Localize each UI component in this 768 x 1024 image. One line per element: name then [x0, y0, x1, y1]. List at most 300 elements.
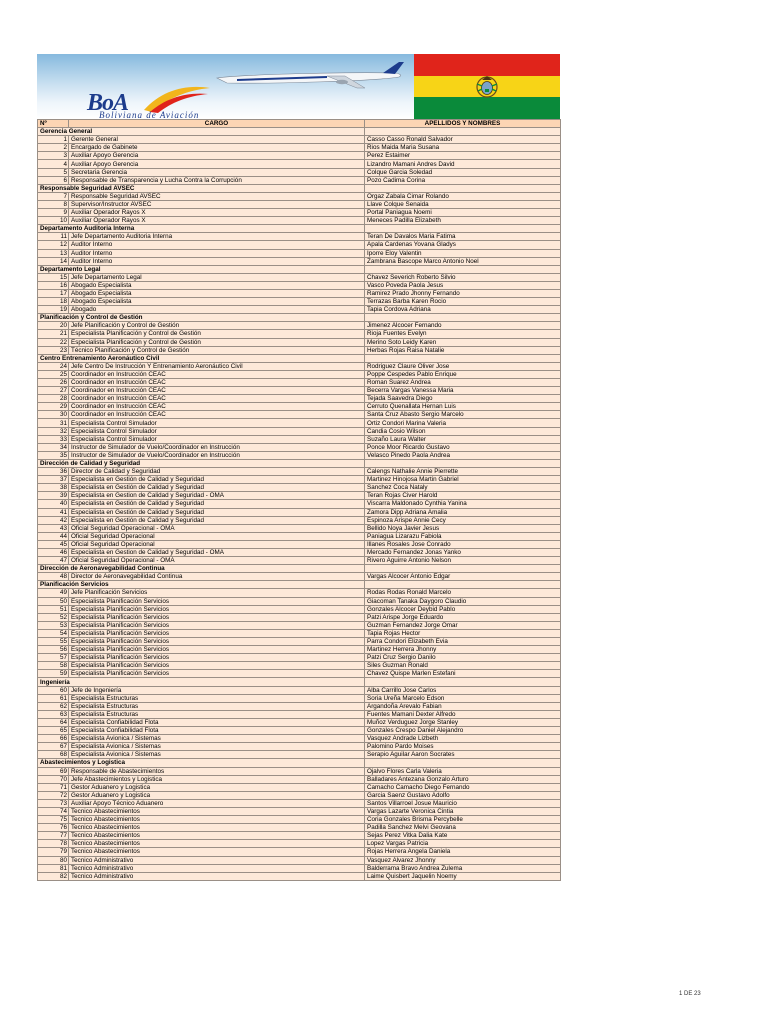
- row-number: 25: [38, 370, 69, 378]
- table-row: [38, 840, 561, 848]
- row-number: 49: [38, 589, 69, 597]
- row-number: 36: [38, 468, 69, 476]
- cargo-cell: Gestor Aduanero y Logistica: [69, 791, 365, 799]
- name-cell: Palomino Pardo Moises: [365, 743, 561, 751]
- row-number: 43: [38, 524, 69, 532]
- cargo-cell: Especialista en Gestión de Calidad y Seguridad: [69, 516, 365, 524]
- coat-of-arms-icon: [474, 74, 500, 100]
- name-cell: Vasco Poveda Paola Jesus: [365, 281, 561, 289]
- table-row: [38, 500, 561, 508]
- cargo-cell: Abogado Especialista: [69, 298, 365, 306]
- cargo-cell: Especialista Avionica / Sistemas: [69, 751, 365, 759]
- cargo-cell: Director de Aeronavegabilidad Continua: [69, 573, 365, 581]
- name-cell: Teran Rojas Civer Harold: [365, 492, 561, 500]
- cargo-cell: Responsable Seguridad AVSEC: [69, 192, 365, 200]
- name-cell: Giacoman Tanaka Daygoro Claudio: [365, 597, 561, 605]
- table-row: [38, 476, 561, 484]
- cargo-cell: Especialista Avionica / Sistemas: [69, 735, 365, 743]
- table-row: [38, 670, 561, 678]
- row-number: 40: [38, 500, 69, 508]
- cargo-cell: Tecnico Abastecimientos: [69, 816, 365, 824]
- cargo-cell: Especialista Planificación Servicios: [69, 662, 365, 670]
- cargo-cell: Especialista Planificación y Control de Gestión: [69, 330, 365, 338]
- row-number: 56: [38, 646, 69, 654]
- name-cell: Chavez Severich Roberto Silvio: [365, 273, 561, 281]
- cargo-cell: Especialista Planificación Servicios: [69, 629, 365, 637]
- section-row: [38, 265, 561, 273]
- section-empty-cell: [365, 128, 561, 136]
- row-number: 19: [38, 306, 69, 314]
- table-row: [38, 209, 561, 217]
- name-cell: Balderrama Bravo Andrea Zulema: [365, 864, 561, 872]
- row-number: 29: [38, 403, 69, 411]
- name-cell: Chavez Quispe Marlen Estefani: [365, 670, 561, 678]
- row-number: 81: [38, 864, 69, 872]
- cargo-cell: Jefe Departamento Legal: [69, 273, 365, 281]
- row-number: 65: [38, 727, 69, 735]
- name-cell: Fuentes Mamani Dexter Alfredo: [365, 710, 561, 718]
- row-number: 11: [38, 233, 69, 241]
- cargo-cell: Abogado Especialista: [69, 281, 365, 289]
- cargo-cell: Especialista en Gestión de Calidad y Seguridad: [69, 500, 365, 508]
- row-number: 14: [38, 257, 69, 265]
- cargo-cell: Especialista Planificación Servicios: [69, 646, 365, 654]
- cargo-cell: Tecnico Abastecimientos: [69, 848, 365, 856]
- row-number: 80: [38, 856, 69, 864]
- section-row: [38, 459, 561, 467]
- table-row: [38, 816, 561, 824]
- row-number: 15: [38, 273, 69, 281]
- section-empty-cell: [365, 678, 561, 686]
- name-cell: Candia Cosio Wilson: [365, 427, 561, 435]
- name-cell: Rojas Herrera Angela Daniela: [365, 848, 561, 856]
- name-cell: Coria Gonzales Brisma Percybelle: [365, 816, 561, 824]
- cargo-cell: Abogado: [69, 306, 365, 314]
- table-row: [38, 832, 561, 840]
- column-header-nombres: APELLIDOS Y NOMBRES: [365, 120, 561, 128]
- row-number: 8: [38, 200, 69, 208]
- table-row: [38, 557, 561, 565]
- cargo-cell: Especialista Avionica / Sistemas: [69, 743, 365, 751]
- row-number: 79: [38, 848, 69, 856]
- section-label: Abastecimientos y Logistica: [38, 759, 365, 767]
- table-row: [38, 492, 561, 500]
- row-number: 51: [38, 605, 69, 613]
- cargo-cell: Supervisor/Instructor AVSEC: [69, 200, 365, 208]
- name-cell: Viscarra Maldonado Cynthia Yanina: [365, 500, 561, 508]
- name-cell: Casso Casso Ronald Salvador: [365, 136, 561, 144]
- header-banner: [37, 54, 560, 119]
- table-row: [38, 144, 561, 152]
- section-empty-cell: [365, 581, 561, 589]
- name-cell: Soria Ureña Marcelo Edson: [365, 694, 561, 702]
- name-cell: Mercado Fernandez Jonas Yanko: [365, 548, 561, 556]
- section-label: Departamento Auditoria Interna: [38, 225, 365, 233]
- section-empty-cell: [365, 184, 561, 192]
- table-row: [38, 370, 561, 378]
- name-cell: Poppe Cespedes Pablo Enrique: [365, 370, 561, 378]
- cargo-cell: Jefe Planificación Servicios: [69, 589, 365, 597]
- name-cell: Lopez Vargas Patricia: [365, 840, 561, 848]
- cargo-cell: Especialista Planificación y Control de Gestión: [69, 338, 365, 346]
- table-row: [38, 233, 561, 241]
- row-number: 16: [38, 281, 69, 289]
- cargo-cell: Jefe Planificación y Control de Gestión: [69, 322, 365, 330]
- name-cell: Apala Cardenas Yovana Gladys: [365, 241, 561, 249]
- name-cell: Zambrana Bascope Marco Antonio Noel: [365, 257, 561, 265]
- table-row: [38, 824, 561, 832]
- cargo-cell: Especialista Estructuras: [69, 694, 365, 702]
- row-number: 39: [38, 492, 69, 500]
- airplane-icon: [207, 62, 407, 92]
- row-number: 82: [38, 872, 69, 880]
- name-cell: Llave Colque Senaida: [365, 200, 561, 208]
- name-cell: Illanes Rosales Jose Conrado: [365, 540, 561, 548]
- cargo-cell: Jefe Centro De Instrucción Y Entrenamiento Aeronáutico Civil: [69, 362, 365, 370]
- cargo-cell: Especialista Control Simulador: [69, 419, 365, 427]
- row-number: 67: [38, 743, 69, 751]
- name-cell: Jimenez Alcocer Fernando: [365, 322, 561, 330]
- cargo-cell: Auditor Interno: [69, 249, 365, 257]
- cargo-cell: Coordinador en Instrucción CEAC: [69, 395, 365, 403]
- section-empty-cell: [365, 225, 561, 233]
- row-number: 13: [38, 249, 69, 257]
- name-cell: Tapia Rojas Hector: [365, 629, 561, 637]
- name-cell: Perez Estaimer: [365, 152, 561, 160]
- row-number: 45: [38, 540, 69, 548]
- cargo-cell: Coordinador en Instrucción CEAC: [69, 370, 365, 378]
- cargo-cell: Coordinador en Instrucción CEAC: [69, 411, 365, 419]
- cargo-cell: Jefe Abastecimientos y Logistica: [69, 775, 365, 783]
- row-number: 47: [38, 557, 69, 565]
- cargo-cell: Coordinador en Instrucción CEAC: [69, 379, 365, 387]
- name-cell: Garcia Saenz Gustavo Adolfo: [365, 791, 561, 799]
- name-cell: Colque Garcia Soledad: [365, 168, 561, 176]
- section-label: Planificación Servicios: [38, 581, 365, 589]
- section-empty-cell: [365, 759, 561, 767]
- cargo-cell: Auxiliar Apoyo Gerencia: [69, 152, 365, 160]
- cargo-cell: Oficial Seguridad Operacional: [69, 532, 365, 540]
- name-cell: Ortiz Condori Marina Valeria: [365, 419, 561, 427]
- table-row: [38, 516, 561, 524]
- name-cell: Gonzales Crespo Daniel Alejandro: [365, 727, 561, 735]
- table-row: [38, 379, 561, 387]
- name-cell: Meneces Padilla Elizabeth: [365, 217, 561, 225]
- name-cell: Suzaño Laura Walter: [365, 435, 561, 443]
- table-header-row: [38, 120, 561, 128]
- table-row: [38, 727, 561, 735]
- row-number: 61: [38, 694, 69, 702]
- cargo-cell: Tecnico Abastecimientos: [69, 840, 365, 848]
- section-empty-cell: [365, 565, 561, 573]
- table-row: [38, 257, 561, 265]
- table-row: [38, 419, 561, 427]
- table-row: [38, 200, 561, 208]
- cargo-cell: Instructor de Simulador de Vuelo/Coordinador en Instrucción: [69, 451, 365, 459]
- table-row: [38, 573, 561, 581]
- cargo-cell: Tecnico Abastecimientos: [69, 824, 365, 832]
- section-row: [38, 354, 561, 362]
- row-number: 53: [38, 621, 69, 629]
- name-cell: Vargas Lazarte Veronica Cintia: [365, 807, 561, 815]
- cargo-cell: Auditor Interno: [69, 257, 365, 265]
- table-row: [38, 192, 561, 200]
- cargo-cell: Tecnico Abastecimientos: [69, 832, 365, 840]
- name-cell: Rios Maida Maria Susana: [365, 144, 561, 152]
- table-row: [38, 160, 561, 168]
- table-row: [38, 443, 561, 451]
- cargo-cell: Auxiliar Operador Rayos X: [69, 217, 365, 225]
- cargo-cell: Especialista en Gestión de Calidad y Seguridad: [69, 476, 365, 484]
- row-number: 73: [38, 799, 69, 807]
- table-row: [38, 791, 561, 799]
- section-empty-cell: [365, 459, 561, 467]
- cargo-cell: Gerente General: [69, 136, 365, 144]
- name-cell: Ojalvo Flores Carla Valeria: [365, 767, 561, 775]
- section-empty-cell: [365, 354, 561, 362]
- table-row: [38, 638, 561, 646]
- table-row: [38, 289, 561, 297]
- cargo-cell: Auxiliar Apoyo Gerencia: [69, 160, 365, 168]
- section-label: Planificación y Control de Gestión: [38, 314, 365, 322]
- cargo-cell: Secretaria Gerencia: [69, 168, 365, 176]
- row-number: 34: [38, 443, 69, 451]
- section-label: Centro Entrenamiento Aeronáutico Civil: [38, 354, 365, 362]
- name-cell: Muñoz Verduguez Jorge Stanley: [365, 718, 561, 726]
- table-row: [38, 346, 561, 354]
- section-row: [38, 225, 561, 233]
- row-number: 54: [38, 629, 69, 637]
- cargo-cell: Oficial Seguridad Operacional - OMA: [69, 557, 365, 565]
- row-number: 18: [38, 298, 69, 306]
- table-row: [38, 524, 561, 532]
- name-cell: Rodriguez Claure Oliver Jose: [365, 362, 561, 370]
- row-number: 58: [38, 662, 69, 670]
- section-row: [38, 128, 561, 136]
- name-cell: Vasquez Alvarez Jhonny: [365, 856, 561, 864]
- logo-text: BoA: [87, 90, 129, 116]
- cargo-cell: Especialista Planificación Servicios: [69, 654, 365, 662]
- cargo-cell: Especialista Estructuras: [69, 710, 365, 718]
- name-cell: Merino Soto Leidy Karen: [365, 338, 561, 346]
- row-number: 46: [38, 548, 69, 556]
- name-cell: Patzi Cruz Sergio Danilo: [365, 654, 561, 662]
- name-cell: Teran De Davalos Maria Fatima: [365, 233, 561, 241]
- row-number: 22: [38, 338, 69, 346]
- name-cell: Herbas Rojas Raisa Natalie: [365, 346, 561, 354]
- cargo-cell: Especialista Confiabilidad Flota: [69, 718, 365, 726]
- name-cell: Padilla Sanchez Melvi Geovana: [365, 824, 561, 832]
- name-cell: Becerra Vargas Vanessa Maria: [365, 387, 561, 395]
- row-number: 62: [38, 702, 69, 710]
- row-number: 68: [38, 751, 69, 759]
- name-cell: Ponce Moor Ricardo Gustavo: [365, 443, 561, 451]
- table-row: [38, 605, 561, 613]
- table-row: [38, 540, 561, 548]
- row-number: 21: [38, 330, 69, 338]
- column-header-no: Nº: [38, 120, 69, 128]
- cargo-cell: Jefe de Ingeniería: [69, 686, 365, 694]
- table-row: [38, 662, 561, 670]
- name-cell: Siles Guzman Ronald: [365, 662, 561, 670]
- table-row: [38, 298, 561, 306]
- section-row: [38, 678, 561, 686]
- table-row: [38, 427, 561, 435]
- table-row: [38, 710, 561, 718]
- section-row: [38, 581, 561, 589]
- cargo-cell: Especialista Control Simulador: [69, 427, 365, 435]
- name-cell: Iporre Eloy Valentin: [365, 249, 561, 257]
- name-cell: Guzman Fernandez Jorge Omar: [365, 621, 561, 629]
- name-cell: Terrazas Barba Karen Rocio: [365, 298, 561, 306]
- table-row: [38, 743, 561, 751]
- name-cell: Roman Suarez Andrea: [365, 379, 561, 387]
- cargo-cell: Coordinador en Instrucción CEAC: [69, 403, 365, 411]
- row-number: 2: [38, 144, 69, 152]
- table-row: [38, 387, 561, 395]
- row-number: 69: [38, 767, 69, 775]
- section-label: Dirección de Aeronavegabilidad Continua: [38, 565, 365, 573]
- section-empty-cell: [365, 265, 561, 273]
- name-cell: Vargas Alcocer Antonio Edgar: [365, 573, 561, 581]
- table-row: [38, 686, 561, 694]
- cargo-cell: Coordinador en Instrucción CEAC: [69, 387, 365, 395]
- cargo-cell: Especialista en Gestión de Calidad y Seguridad: [69, 484, 365, 492]
- row-number: 44: [38, 532, 69, 540]
- table-row: [38, 702, 561, 710]
- page-number: 1 DE 23: [679, 991, 701, 997]
- row-number: 28: [38, 395, 69, 403]
- table-row: [38, 621, 561, 629]
- name-cell: Tejada Saavedra Diego: [365, 395, 561, 403]
- name-cell: Velasco Pinedo Paola Andrea: [365, 451, 561, 459]
- table-row: [38, 532, 561, 540]
- table-row: [38, 807, 561, 815]
- table-row: [38, 152, 561, 160]
- table-row: [38, 176, 561, 184]
- name-cell: Ramirez Prado Jhonny Fernando: [365, 289, 561, 297]
- table-row: [38, 856, 561, 864]
- table-body: [38, 128, 561, 881]
- name-cell: Balladares Antezana Gonzalo Arturo: [365, 775, 561, 783]
- table-row: [38, 799, 561, 807]
- cargo-cell: Oficial Seguridad Operacional - OMA: [69, 524, 365, 532]
- cargo-cell: Especialista en Gestion de Calidad y Seguridad - OMA: [69, 548, 365, 556]
- row-number: 7: [38, 192, 69, 200]
- row-number: 23: [38, 346, 69, 354]
- column-header-cargo: CARGO: [69, 120, 365, 128]
- cargo-cell: Auxiliar Operador Rayos X: [69, 209, 365, 217]
- row-number: 50: [38, 597, 69, 605]
- cargo-cell: Especialista Planificación Servicios: [69, 621, 365, 629]
- table-row: [38, 767, 561, 775]
- table-row: [38, 654, 561, 662]
- name-cell: Calengs Nathalie Annie Pierrette: [365, 468, 561, 476]
- row-number: 76: [38, 824, 69, 832]
- row-number: 10: [38, 217, 69, 225]
- row-number: 41: [38, 508, 69, 516]
- row-number: 6: [38, 176, 69, 184]
- cargo-cell: Gestor Aduanero y Logistica: [69, 783, 365, 791]
- table-row: [38, 589, 561, 597]
- table-row: [38, 338, 561, 346]
- cargo-cell: Especialista Planificación Servicios: [69, 613, 365, 621]
- cargo-cell: Especialista en Gestión de Calidad y Seguridad: [69, 508, 365, 516]
- section-row: [38, 759, 561, 767]
- cargo-cell: Tecnico Abastecimientos: [69, 807, 365, 815]
- row-number: 24: [38, 362, 69, 370]
- section-label: Gerencia General: [38, 128, 365, 136]
- name-cell: Gonzales Alcocer Deybid Pablo: [365, 605, 561, 613]
- cargo-cell: Especialista en Gestion de Calidad y Seguridad - OMA: [69, 492, 365, 500]
- row-number: 37: [38, 476, 69, 484]
- section-label: Ingeniería: [38, 678, 365, 686]
- name-cell: Portal Paniagua Noemi: [365, 209, 561, 217]
- flag-stripe-red: [414, 54, 560, 76]
- table-row: [38, 281, 561, 289]
- row-number: 59: [38, 670, 69, 678]
- row-number: 55: [38, 638, 69, 646]
- cargo-cell: Especialista Estructuras: [69, 702, 365, 710]
- table-row: [38, 646, 561, 654]
- table-row: [38, 751, 561, 759]
- cargo-cell: Oficial Seguridad Operacional: [69, 540, 365, 548]
- cargo-cell: Responsable de Transparencia y Lucha Contra la Corrupción: [69, 176, 365, 184]
- row-number: 4: [38, 160, 69, 168]
- table-row: [38, 775, 561, 783]
- row-number: 52: [38, 613, 69, 621]
- name-cell: Paniagua Lizarazu Fabiola: [365, 532, 561, 540]
- table-row: [38, 694, 561, 702]
- cargo-cell: Auxiliar Apoyo Técnico Aduanero: [69, 799, 365, 807]
- name-cell: Zamora Dipp Adriana Amalia: [365, 508, 561, 516]
- row-number: 48: [38, 573, 69, 581]
- row-number: 42: [38, 516, 69, 524]
- row-number: 57: [38, 654, 69, 662]
- name-cell: Rodas Rodas Ronald Marcelo: [365, 589, 561, 597]
- name-cell: Vasquez Andrade Lizbeth: [365, 735, 561, 743]
- table-row: [38, 403, 561, 411]
- row-number: 20: [38, 322, 69, 330]
- table-row: [38, 468, 561, 476]
- name-cell: Serapio Aguilar Aaron Socrates: [365, 751, 561, 759]
- table-row: [38, 864, 561, 872]
- table-row: [38, 484, 561, 492]
- table-row: [38, 217, 561, 225]
- row-number: 35: [38, 451, 69, 459]
- table-row: [38, 306, 561, 314]
- name-cell: Rivero Aguirre Antonio Nelson: [365, 557, 561, 565]
- name-cell: Santos Villarroel Josue Mauricio: [365, 799, 561, 807]
- cargo-cell: Encargado de Gabinete: [69, 144, 365, 152]
- name-cell: Camacho Camacho Diego Fernando: [365, 783, 561, 791]
- table-row: [38, 735, 561, 743]
- row-number: 72: [38, 791, 69, 799]
- bolivia-flag: [414, 54, 560, 119]
- name-cell: Espinoza Arispe Annie Cecy: [365, 516, 561, 524]
- cargo-cell: Especialista Confiabilidad Flota: [69, 727, 365, 735]
- table-row: [38, 168, 561, 176]
- cargo-cell: Instructor de Simulador de Vuelo/Coordinador en Instrucción: [69, 443, 365, 451]
- cargo-cell: Tecnico Administrativo: [69, 864, 365, 872]
- name-cell: Parra Condori Elizabeth Evia: [365, 638, 561, 646]
- row-number: 31: [38, 419, 69, 427]
- name-cell: Patzi Arispe Jorge Eduardo: [365, 613, 561, 621]
- table-row: [38, 249, 561, 257]
- logo-subtitle: Boliviana de Aviación: [99, 110, 200, 119]
- row-number: 12: [38, 241, 69, 249]
- table-row: [38, 136, 561, 144]
